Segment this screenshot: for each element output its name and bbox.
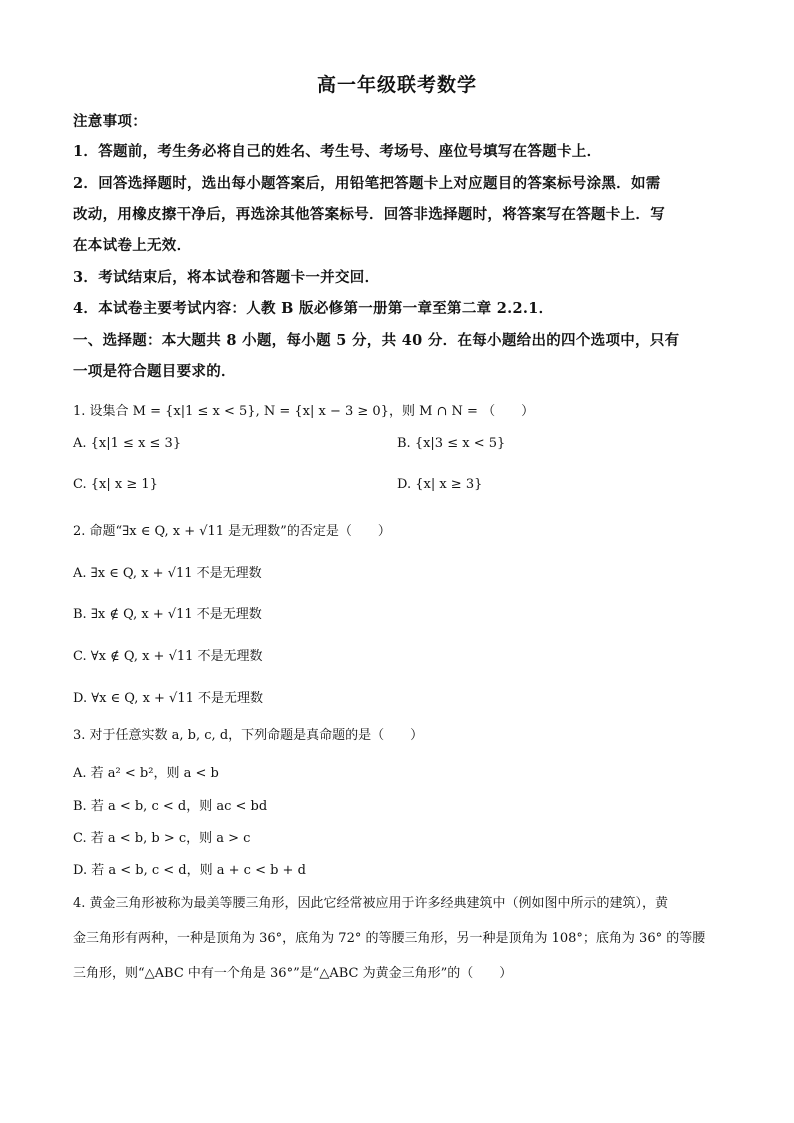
question-1-stem: 1. 设集合 M = {x|1 ≤ x < 5}, N = {x| x − 3 ≥ 0}，则 M ∩ N = （ ） [73, 404, 535, 419]
question-2-option-c: C. ∀x ∉ Q, x + √11 不是无理数 [73, 649, 263, 664]
question-4-stem-line-3: 三角形，则“△ABC 中有一个角是 36°”是“△ABC 为黄金三角形”的（ ） [73, 966, 513, 981]
notice-item-4: 4．本试卷主要考试内容：人教 B 版必修第一册第一章至第二章 2.2.1． [73, 300, 554, 317]
question-1-option-c: C. {x| x ≥ 1} [73, 477, 158, 492]
notice-item-3: 3．考试结束后，将本试卷和答题卡一并交回． [73, 269, 380, 286]
question-2-stem: 2. 命题“∃x ∈ Q, x + √11 是无理数”的否定是（ ） [73, 524, 391, 539]
notice-heading: 注意事项： [73, 113, 147, 130]
page-title: 高一年级联考数学 [316, 74, 477, 96]
question-1-option-b: B. {x|3 ≤ x < 5} [397, 436, 506, 451]
question-3-option-b: B. 若 a < b, c < d，则 ac < bd [73, 799, 268, 814]
notice-item-2: 2．回答选择题时，选出每小题答案后，用铅笔把答题卡上对应题目的答案标号涂黑．如需 [73, 175, 661, 192]
question-3-option-c: C. 若 a < b, b > c，则 a > c [73, 831, 251, 846]
section-heading: 一、选择题：本大题共 8 小题，每小题 5 分，共 40 分．在每小题给出的四个选项中，只有 [73, 332, 680, 349]
question-1-option-a: A. {x|1 ≤ x ≤ 3} [73, 436, 182, 451]
question-4-stem-line-2: 金三角形有两种，一种是顶角为 36°，底角为 72° 的等腰三角形，另一种是顶角为 108°；底角为 36° 的等腰 [73, 931, 706, 946]
question-3-stem: 3. 对于任意实数 a, b, c, d，下列命题是真命题的是（ ） [73, 728, 424, 743]
notice-item-2-end: 在本试卷上无效． [73, 237, 192, 254]
question-1-option-d: D. {x| x ≥ 3} [397, 477, 483, 492]
notice-item-2-cont: 改动，用橡皮擦干净后，再选涂其他答案标号．回答非选择题时，将答案写在答题卡上．写 [73, 206, 665, 223]
question-2-option-a: A. ∃x ∈ Q, x + √11 不是无理数 [73, 566, 262, 581]
question-2-option-b: B. ∃x ∉ Q, x + √11 不是无理数 [73, 607, 262, 622]
notice-item-1: 1．答题前，考生务必将自己的姓名、考生号、考场号、座位号填写在答题卡上． [73, 143, 602, 160]
question-4-stem-line-1: 4. 黄金三角形被称为最美等腰三角形，因此它经常被应用于许多经典建筑中（例如图中所示的建筑），黄 [73, 896, 669, 911]
question-3-option-d: D. 若 a < b, c < d，则 a + c < b + d [73, 863, 306, 878]
question-3-option-a: A. 若 a² < b²，则 a < b [73, 766, 219, 781]
question-2-option-d: D. ∀x ∈ Q, x + √11 不是无理数 [73, 691, 264, 706]
section-heading-cont: 一项是符合题目要求的． [73, 363, 236, 380]
